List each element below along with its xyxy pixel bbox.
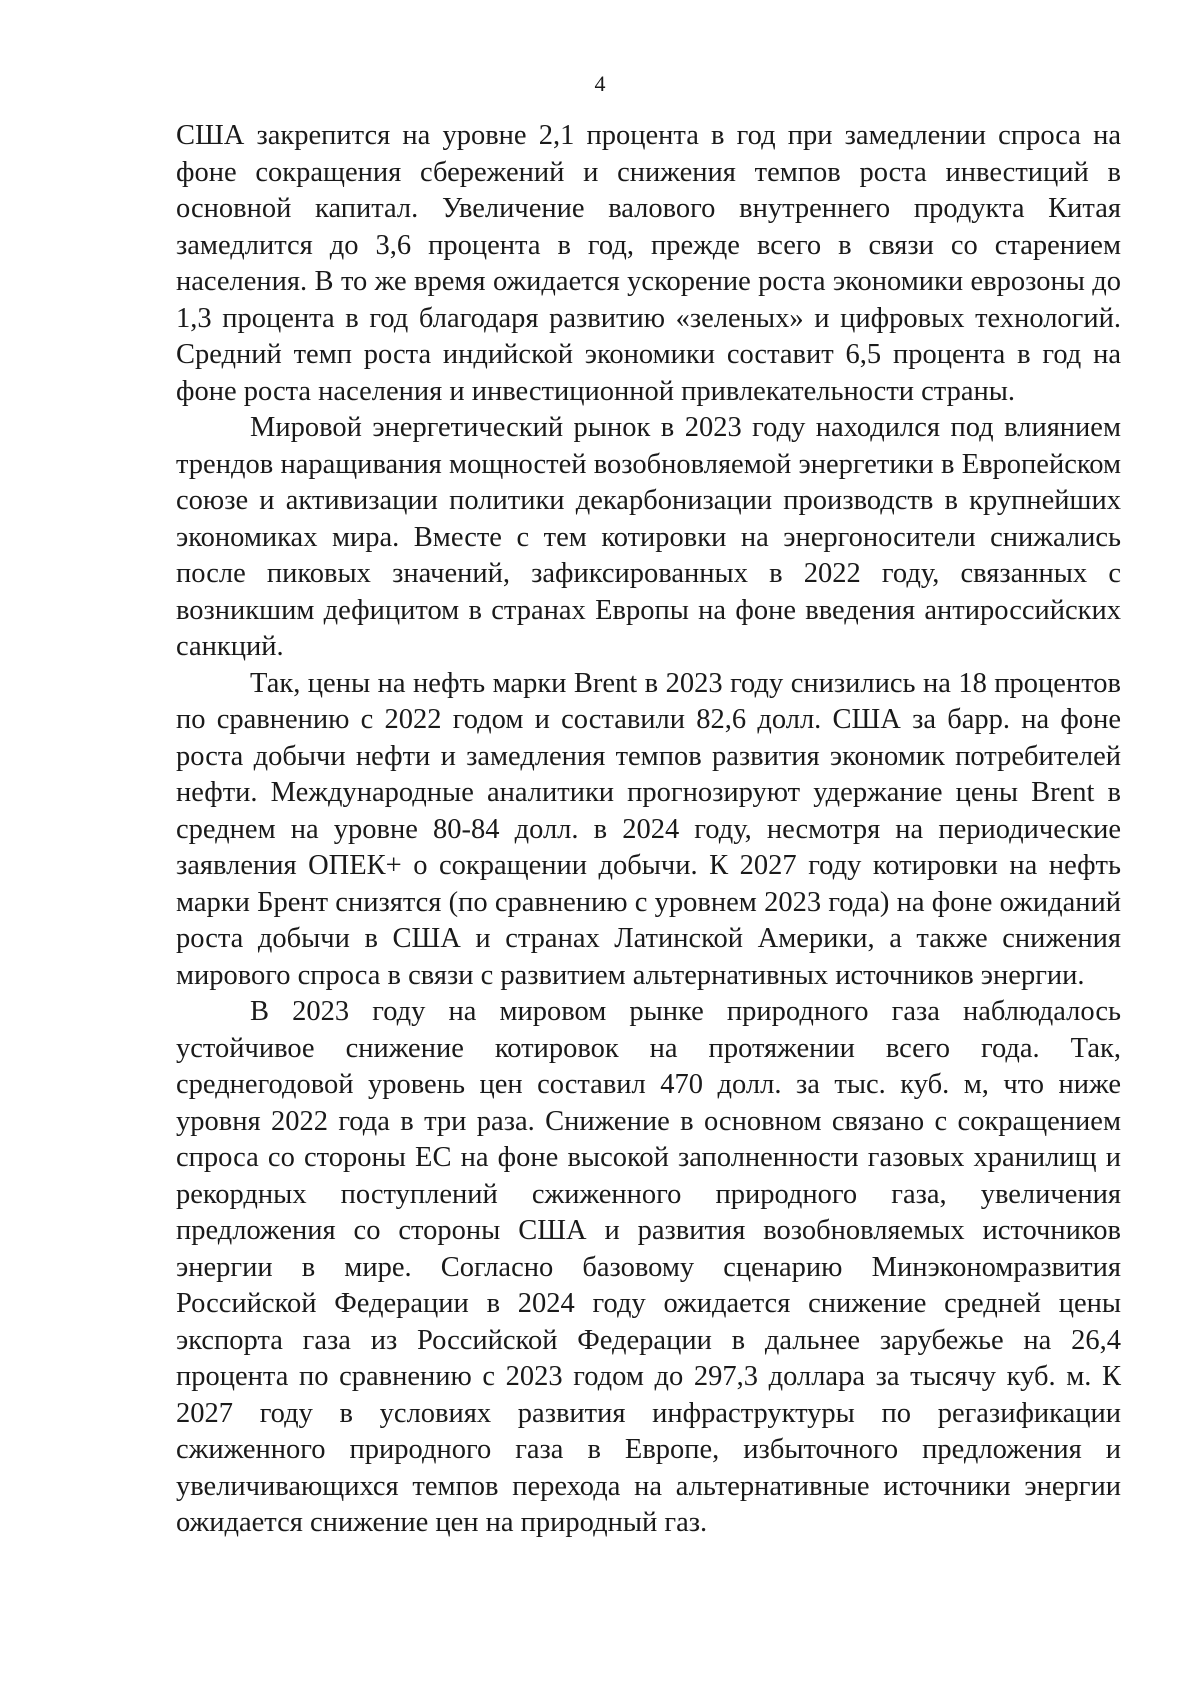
paragraph-energy-market: Мировой энергетический рынок в 2023 году находился под влиянием трендов наращивания мощностей возобновляемой энергетики в Европейском союзе и активизации политики декарбонизации производств в крупнейших экономиках мира. Вместе с тем котировки на энергоносители снижались после пиковых значений, зафиксированных в 2022 году, связанных с возникшим дефицитом в странах Европы на фоне введения антироссийских санкций. [176,412,1121,662]
document-body [176,118,1121,1542]
paragraph-world-growth-continued: США закрепится на уровне 2,1 процента в год при замедлении спроса на фоне сокращения сбережений и снижения темпов роста инвестиций в основной капитал. Увеличение валового внутреннего продукта Китая замедлится до 3,6 процента в год, прежде всего в связи со старением населения. В то же время ожидается ускорение роста экономики еврозоны до 1,3 процента в год благодаря развитию «зеленых» и цифровых технологий. Средний темп роста индийской экономики составит 6,5 процента в год на фоне роста населения и инвестиционной привлекательности страны. [176,120,1121,407]
paragraph-oil-prices: Так, цены на нефть марки Brent в 2023 году снизились на 18 процентов по сравнению с 2022 годом и составили 82,6 долл. США за барр. на фоне роста добычи нефти и замедления темпов развития экономик потребителей нефти. Международные аналитики прогнозируют удержание цены Brent в среднем на уровне 80-84 долл. в 2024 году, несмотря на периодические заявления ОПЕК+ о сокращении добычи. К 2027 году котировки на нефть марки Брент снизятся (по сравнению с уровнем 2023 года) на фоне ожиданий роста добычи в США и странах Латинской Америки, а также снижения мирового спроса в связи с развитием альтернативных источников энергии. [176,667,1121,991]
page-number: 4 [594,71,606,96]
paragraph-gas-market: В 2023 году на мировом рынке природного газа наблюдалось устойчивое снижение котировок на протяжении всего года. Так, среднегодовой уровень цен составил 470 долл. за тыс. куб. м, что ниже уровня 2022 года в три раза. Снижение в основном связано с сокращением спроса со стороны ЕС на фоне высокой заполненности газовых хранилищ и рекордных поступлений сжиженного природного газа, увеличения предложения со стороны США и развития возобновляемых источников энергии в мире. Согласно базовому сценарию Минэкономразвития Российской Федерации в 2024 году ожидается снижение средней цены экспорта газа из Российской Федерации в дальнее зарубежье на 26,4 процента по сравнению с 2023 годом до 297,3 доллара за тысячу куб. м. К 2027 году в условиях развития инфраструктуры по регазификации сжиженного природного газа в Европе, избыточного предложения и увеличивающихся темпов перехода на альтернативные источники энергии ожидается снижение цен на природный газ. [176,996,1121,1538]
